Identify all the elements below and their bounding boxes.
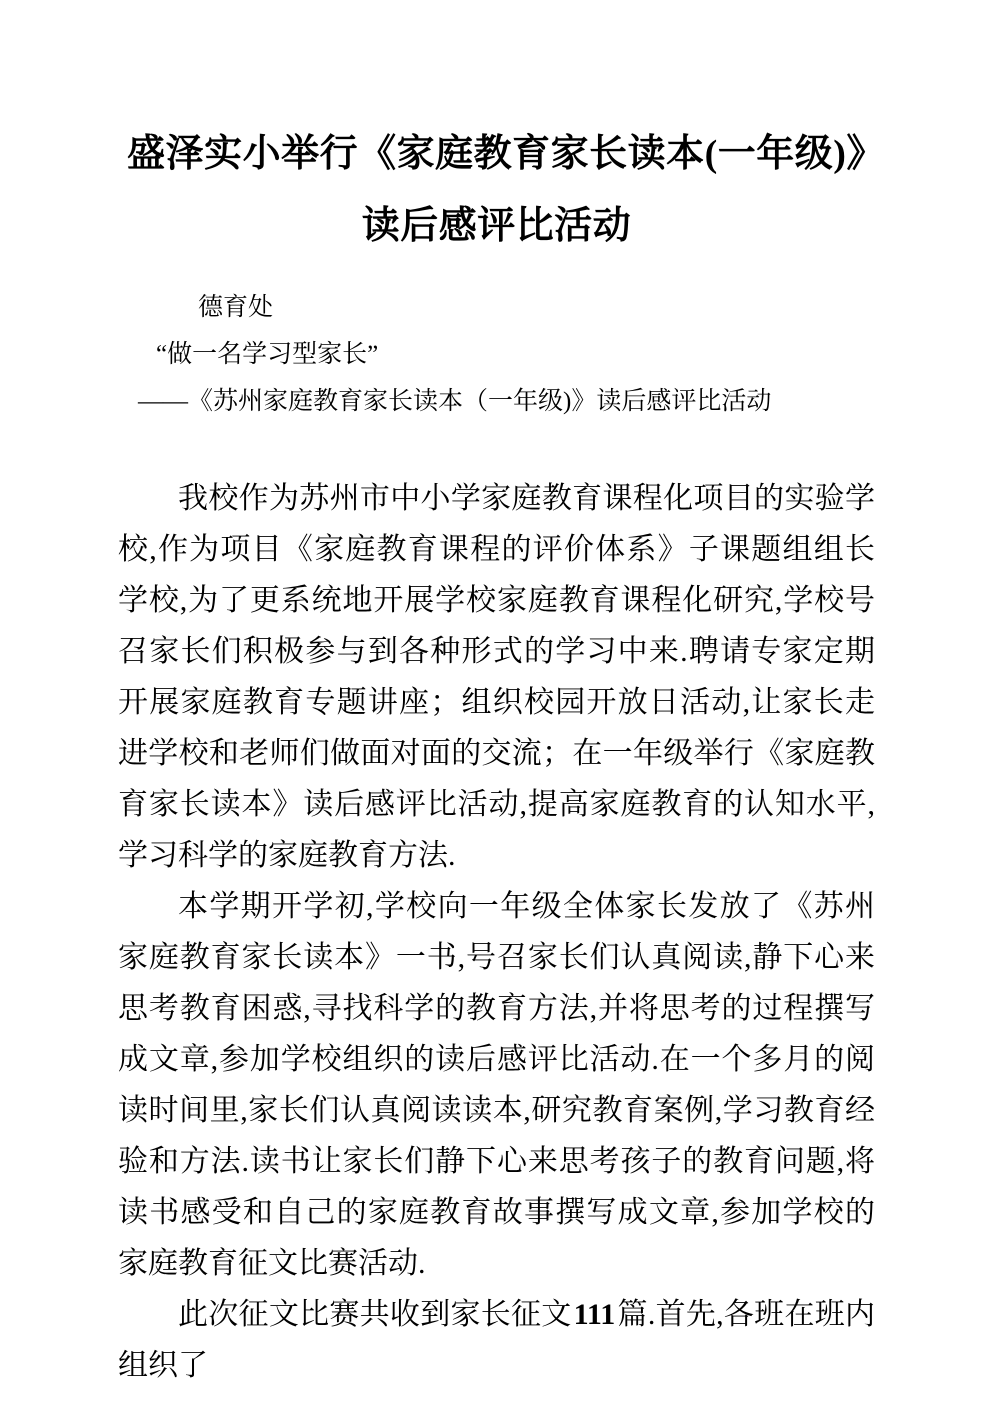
- paragraph3-text-before: 此次征文比赛共收到家长征文: [178, 1298, 572, 1331]
- subheading-block: [118, 284, 875, 425]
- essay-count-value: 111: [573, 1298, 616, 1331]
- page-title: 盛泽实小举行《家庭教育家长读本(一年级)》读后感评比活动: [127, 133, 866, 247]
- body-paragraph: 我校作为苏州市中小学家庭教育课程化项目的实验学校,作为项目《家庭教育课程的评价体系》子课题组组长学校,为了更系统地开展学校家庭教育课程化研究,学校号召家长们积极参与到各种形式的学习中来.聘请专家定期开展家庭教育专题讲座；组织校园开放日活动,让家长走进学校和老师们做面对面的交流；在一年级举行《家庭教育家长读本》读后感评比活动,提高家庭教育的认知水平,学习科学的家庭教育方法.: [118, 482, 875, 872]
- body-paragraph: 本学期开学初,学校向一年级全体家长发放了《苏州家庭教育家长读本》一书,号召家长们认真阅读,静下心来思考教育困惑,寻找科学的教育方法,并将思考的过程撰写成文章,参加学校组织的读后感评比活动.在一个多月的阅读时间里,家长们认真阅读读本,研究教育案例,学习教育经验和方法.读书让家长们静下心来思考孩子的教育问题,将读书感受和自己的家庭教育故事撰写成文章,参加学校的家庭教育征文比赛活动.: [118, 890, 875, 1280]
- subtitle-source: ——《苏州家庭教育家长读本（一年级)》读后感评比活动: [138, 388, 772, 415]
- byline-department: 德育处: [198, 294, 274, 321]
- document-body: [118, 473, 875, 1391]
- paragraph3-text-after: 篇.首先,各班在班内组织了: [118, 1298, 876, 1382]
- subtitle-quote: “做一名学习型家长”: [156, 341, 379, 368]
- document-content: [118, 0, 875, 1391]
- body-paragraph: [118, 1289, 875, 1391]
